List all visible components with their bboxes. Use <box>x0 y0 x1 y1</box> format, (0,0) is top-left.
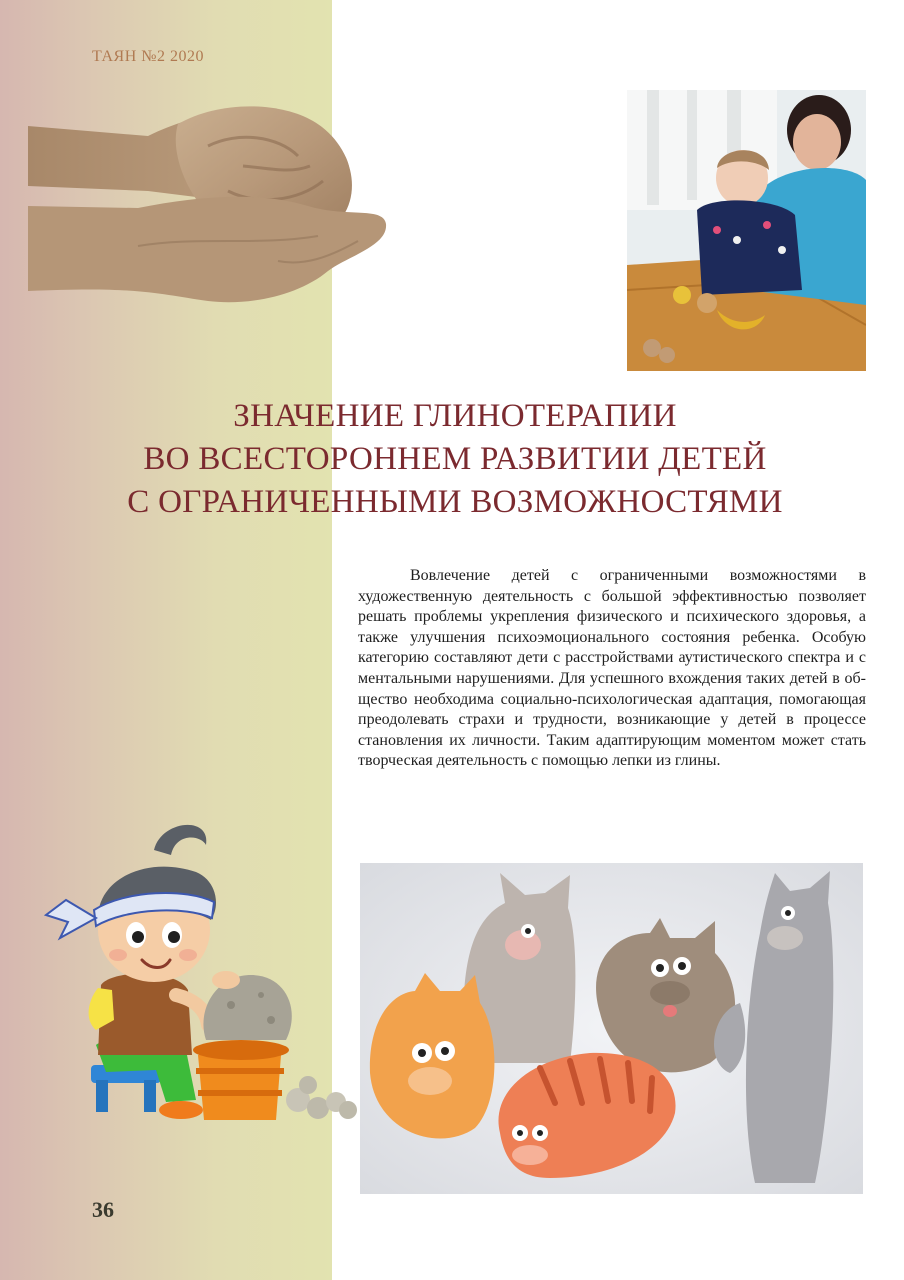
teacher-child-photo <box>627 90 866 371</box>
hands-with-clay-image <box>28 96 388 311</box>
clay-cats-photo <box>360 863 863 1194</box>
cartoon-boy-illustration <box>36 810 366 1130</box>
article-title <box>60 395 850 524</box>
page-number: 36 <box>92 1197 114 1222</box>
article-paragraph: Вовлечение детей с ограниченными возможностями в художественную деятельность с большой эффективностью позволяет решать проблемы укрепления физического и психического здоровья, а также улучшения психоэмоционального состояния ребенка. Особую категорию составляют дети с расстройствами аутистического спектра и с ментальными нарушениями. Для успешного вхождения таких детей в общество необходима социально-психологическая адаптация, помогающая преодолевать страхи и трудности, возникающие у детей в процессе становления их личности. Таким адаптирующим моментом может стать творческая деятельность с помощью лепки из глины. <box>358 567 866 770</box>
title-line-1: ЗНАЧЕНИЕ ГЛИНОТЕРАПИИ <box>233 398 677 434</box>
title-line-3: С ОГРАНИЧЕННЫМИ ВОЗМОЖНОСТЯМИ <box>127 484 783 520</box>
magazine-header: ТАЯН №2 2020 <box>92 48 205 65</box>
title-line-2: ВО ВСЕСТОРОННЕМ РАЗВИТИИ ДЕТЕЙ <box>143 441 767 477</box>
